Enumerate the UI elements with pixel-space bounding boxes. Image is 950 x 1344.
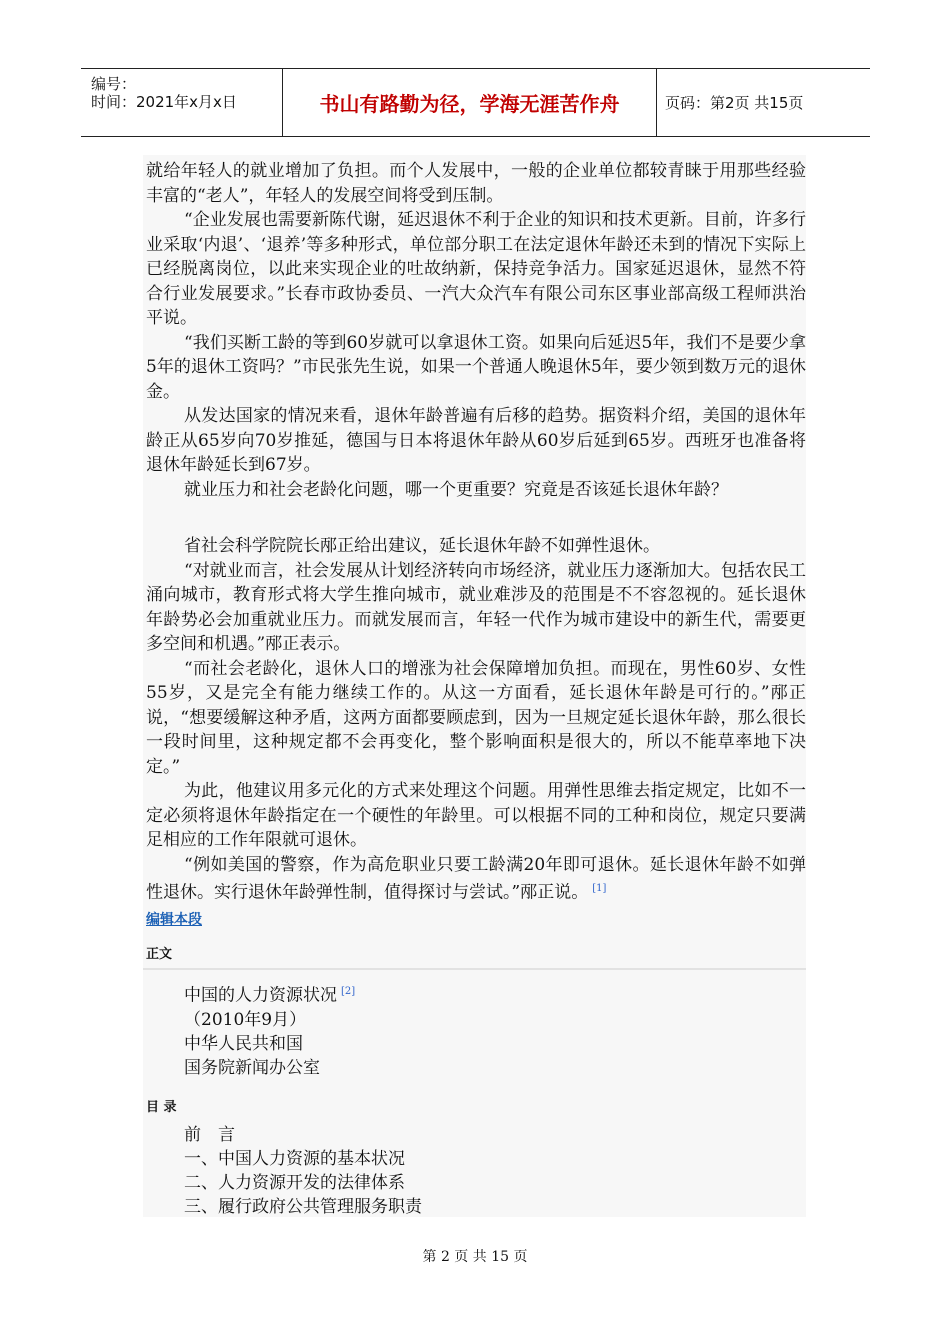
paragraph: 为此，他建议用多元化的方式来处理这个问题。用弹性思维去指定规定，比如不一定必须将退休年龄指定在一个硬性的年龄里。可以根据不同的工种和岗位，规定只要满足相应的工作年限就可退休。 — [146, 781, 806, 850]
footnote-ref-1[interactable]: [1] — [592, 883, 607, 894]
article-body-2 — [146, 534, 806, 905]
paragraph: 就给年轻人的就业增加了负担。而个人发展中，一般的企业单位都较青睐于用那些经验丰富的“老人”，年轻人的发展空间将受到压制。 — [146, 161, 806, 206]
edit-section-link[interactable]: 编辑本段 — [146, 912, 202, 928]
doc-office: 国务院新闻办公室 — [184, 1057, 320, 1078]
doc-title-line — [184, 980, 355, 1008]
toc-item[interactable]: 前 言 — [184, 1125, 235, 1145]
doc-info — [184, 980, 355, 1080]
paragraph-text: “例如美国的警察，作为高危职业只要工龄满20年即可退休。延长退休年龄不如弹性退休。实行退休年龄弹性制，值得探讨与尝试。”邴正说。 — [146, 854, 806, 903]
toc-item[interactable]: 二、人力资源开发的法律体系 — [184, 1173, 405, 1193]
paragraph-last — [146, 853, 806, 906]
page-header — [81, 68, 870, 137]
toc-title: 目 录 — [146, 1100, 177, 1115]
paragraph: 就业压力和社会老龄化问题，哪一个更重要？究竟是否该延长退休年龄？ — [184, 479, 728, 500]
article-body-1 — [146, 159, 806, 502]
footnote-ref-2[interactable]: [2] — [341, 986, 356, 997]
toc-list — [184, 1123, 422, 1219]
paragraph: 省社会科学院院长邴正给出建议，延长退休年龄不如弹性退休。 — [184, 536, 660, 556]
doc-title: 中国的人力资源状况 — [184, 985, 337, 1006]
number-label: 编号： — [91, 75, 137, 93]
header-motto — [283, 69, 657, 136]
date-label: 时间：2021年x月x日 — [91, 93, 237, 111]
motto-text: 书山有路勤为径，学海无涯苦作舟 — [319, 92, 620, 116]
page-footer: 第 2 页 共 15 页 — [422, 1249, 528, 1265]
paragraph: 从发达国家的情况来看，退休年龄普遍有后移的趋势。据资料介绍，美国的退休年龄正从65岁向70岁推延，德国与日本将退休年龄从60岁后延到65岁。西班牙也准备将退休年龄延长到67岁。 — [146, 406, 806, 475]
toc-item[interactable]: 一、中国人力资源的基本状况 — [184, 1149, 405, 1169]
doc-country: 中华人民共和国 — [184, 1033, 303, 1054]
divider — [143, 968, 806, 970]
paragraph: “企业发展也需要新陈代谢，延迟退休不利于企业的知识和技术更新。目前，许多行业采取‘内退’、‘退养’等多种形式，单位部分职工在法定退休年龄还未到的情况下实际上已经脱离岗位，以此来实现企业的吐故纳新，保持竞争活力。国家延迟退休，显然不符合行业发展要求。”长春市政协委员、一汽大众汽车有限公司东区事业部高级工程师洪治平说。 — [146, 210, 806, 328]
toc-item[interactable]: 三、履行政府公共管理服务职责 — [184, 1197, 422, 1217]
doc-date: （2010年9月） — [184, 1009, 307, 1030]
page-label: 页码：第2页 共15页 — [665, 94, 804, 112]
paragraph: “对就业而言，社会发展从计划经济转向市场经济，就业压力逐渐加大。包括农民工涌向城市，教育形式将大学生推向城市，就业难涉及的范围是不不容忽视的。延长退休年龄势必会加重就业压力。而就发展而言，年轻一代作为城市建设中的新生代，需要更多空间和机遇。”邴正表示。 — [146, 560, 806, 654]
header-meta — [81, 69, 283, 136]
paragraph: “而社会老龄化，退休人口的增涨为社会保障增加负担。而现在，男性60岁、女性55岁，又是完全有能力继续工作的。从这一方面看，延长退休年龄是可行的。”邴正说，“想要缓解这种矛盾，这两方面都要顾虑到，因为一旦规定延长退休年龄，那么很长一段时间里，这种规定都不会再变化，整个影响面积是很大的，所以不能草率地下决定。” — [146, 658, 806, 777]
section-title: 正文 — [146, 947, 173, 962]
paragraph: “我们买断工龄的等到60岁就可以拿退休工资。如果向后延迟5年，我们不是要少拿5年的退休工资吗？”市民张先生说，如果一个普通人晚退休5年，要少领到数万元的退休金。 — [146, 332, 806, 402]
